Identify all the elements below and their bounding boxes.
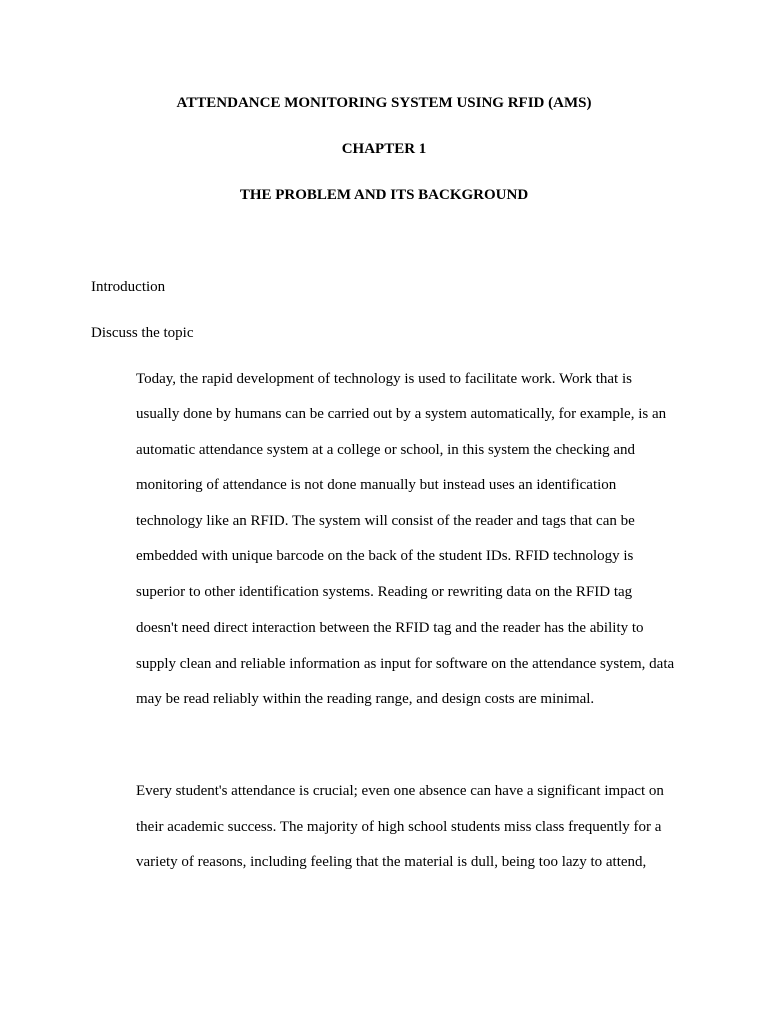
subheading: Discuss the topic <box>91 325 194 341</box>
paragraph-line: may be read reliably within the reading range, and design costs are minimal. <box>136 691 595 707</box>
paragraph-line: their academic success. The majority of high school students miss class frequently for a <box>136 819 662 835</box>
paragraph-line: superior to other identification systems. Reading or rewriting data on the RFID tag <box>136 584 633 600</box>
paragraph-line: variety of reasons, including feeling that the material is dull, being too lazy to attend, <box>136 854 647 870</box>
chapter-label: CHAPTER 1 <box>341 141 427 157</box>
paragraph-line: Every student's attendance is crucial; even one absence can have a significant impact on <box>136 783 664 799</box>
section-heading: Introduction <box>91 279 166 295</box>
paragraph-line: technology like an RFID. The system will consist of the reader and tags that can be <box>136 513 635 529</box>
paragraph-line: monitoring of attendance is not done manually but instead uses an identification <box>136 477 617 493</box>
paragraph-line: automatic attendance system at a college or school, in this system the checking and <box>136 442 636 458</box>
paragraph-line: doesn't need direct interaction between the RFID tag and the reader has the ability to <box>136 620 644 636</box>
document-title: ATTENDANCE MONITORING SYSTEM USING RFID (AMS) <box>176 95 592 111</box>
paragraph-line: embedded with unique barcode on the back of the student IDs. RFID technology is <box>136 548 634 564</box>
paragraph-line: supply clean and reliable information as input for software on the attendance system, data <box>136 656 675 672</box>
paragraph-line: usually done by humans can be carried out by a system automatically, for example, is an <box>136 406 667 422</box>
paragraph-line: Today, the rapid development of technology is used to facilitate work. Work that is <box>136 371 632 387</box>
chapter-title: THE PROBLEM AND ITS BACKGROUND <box>239 187 529 203</box>
